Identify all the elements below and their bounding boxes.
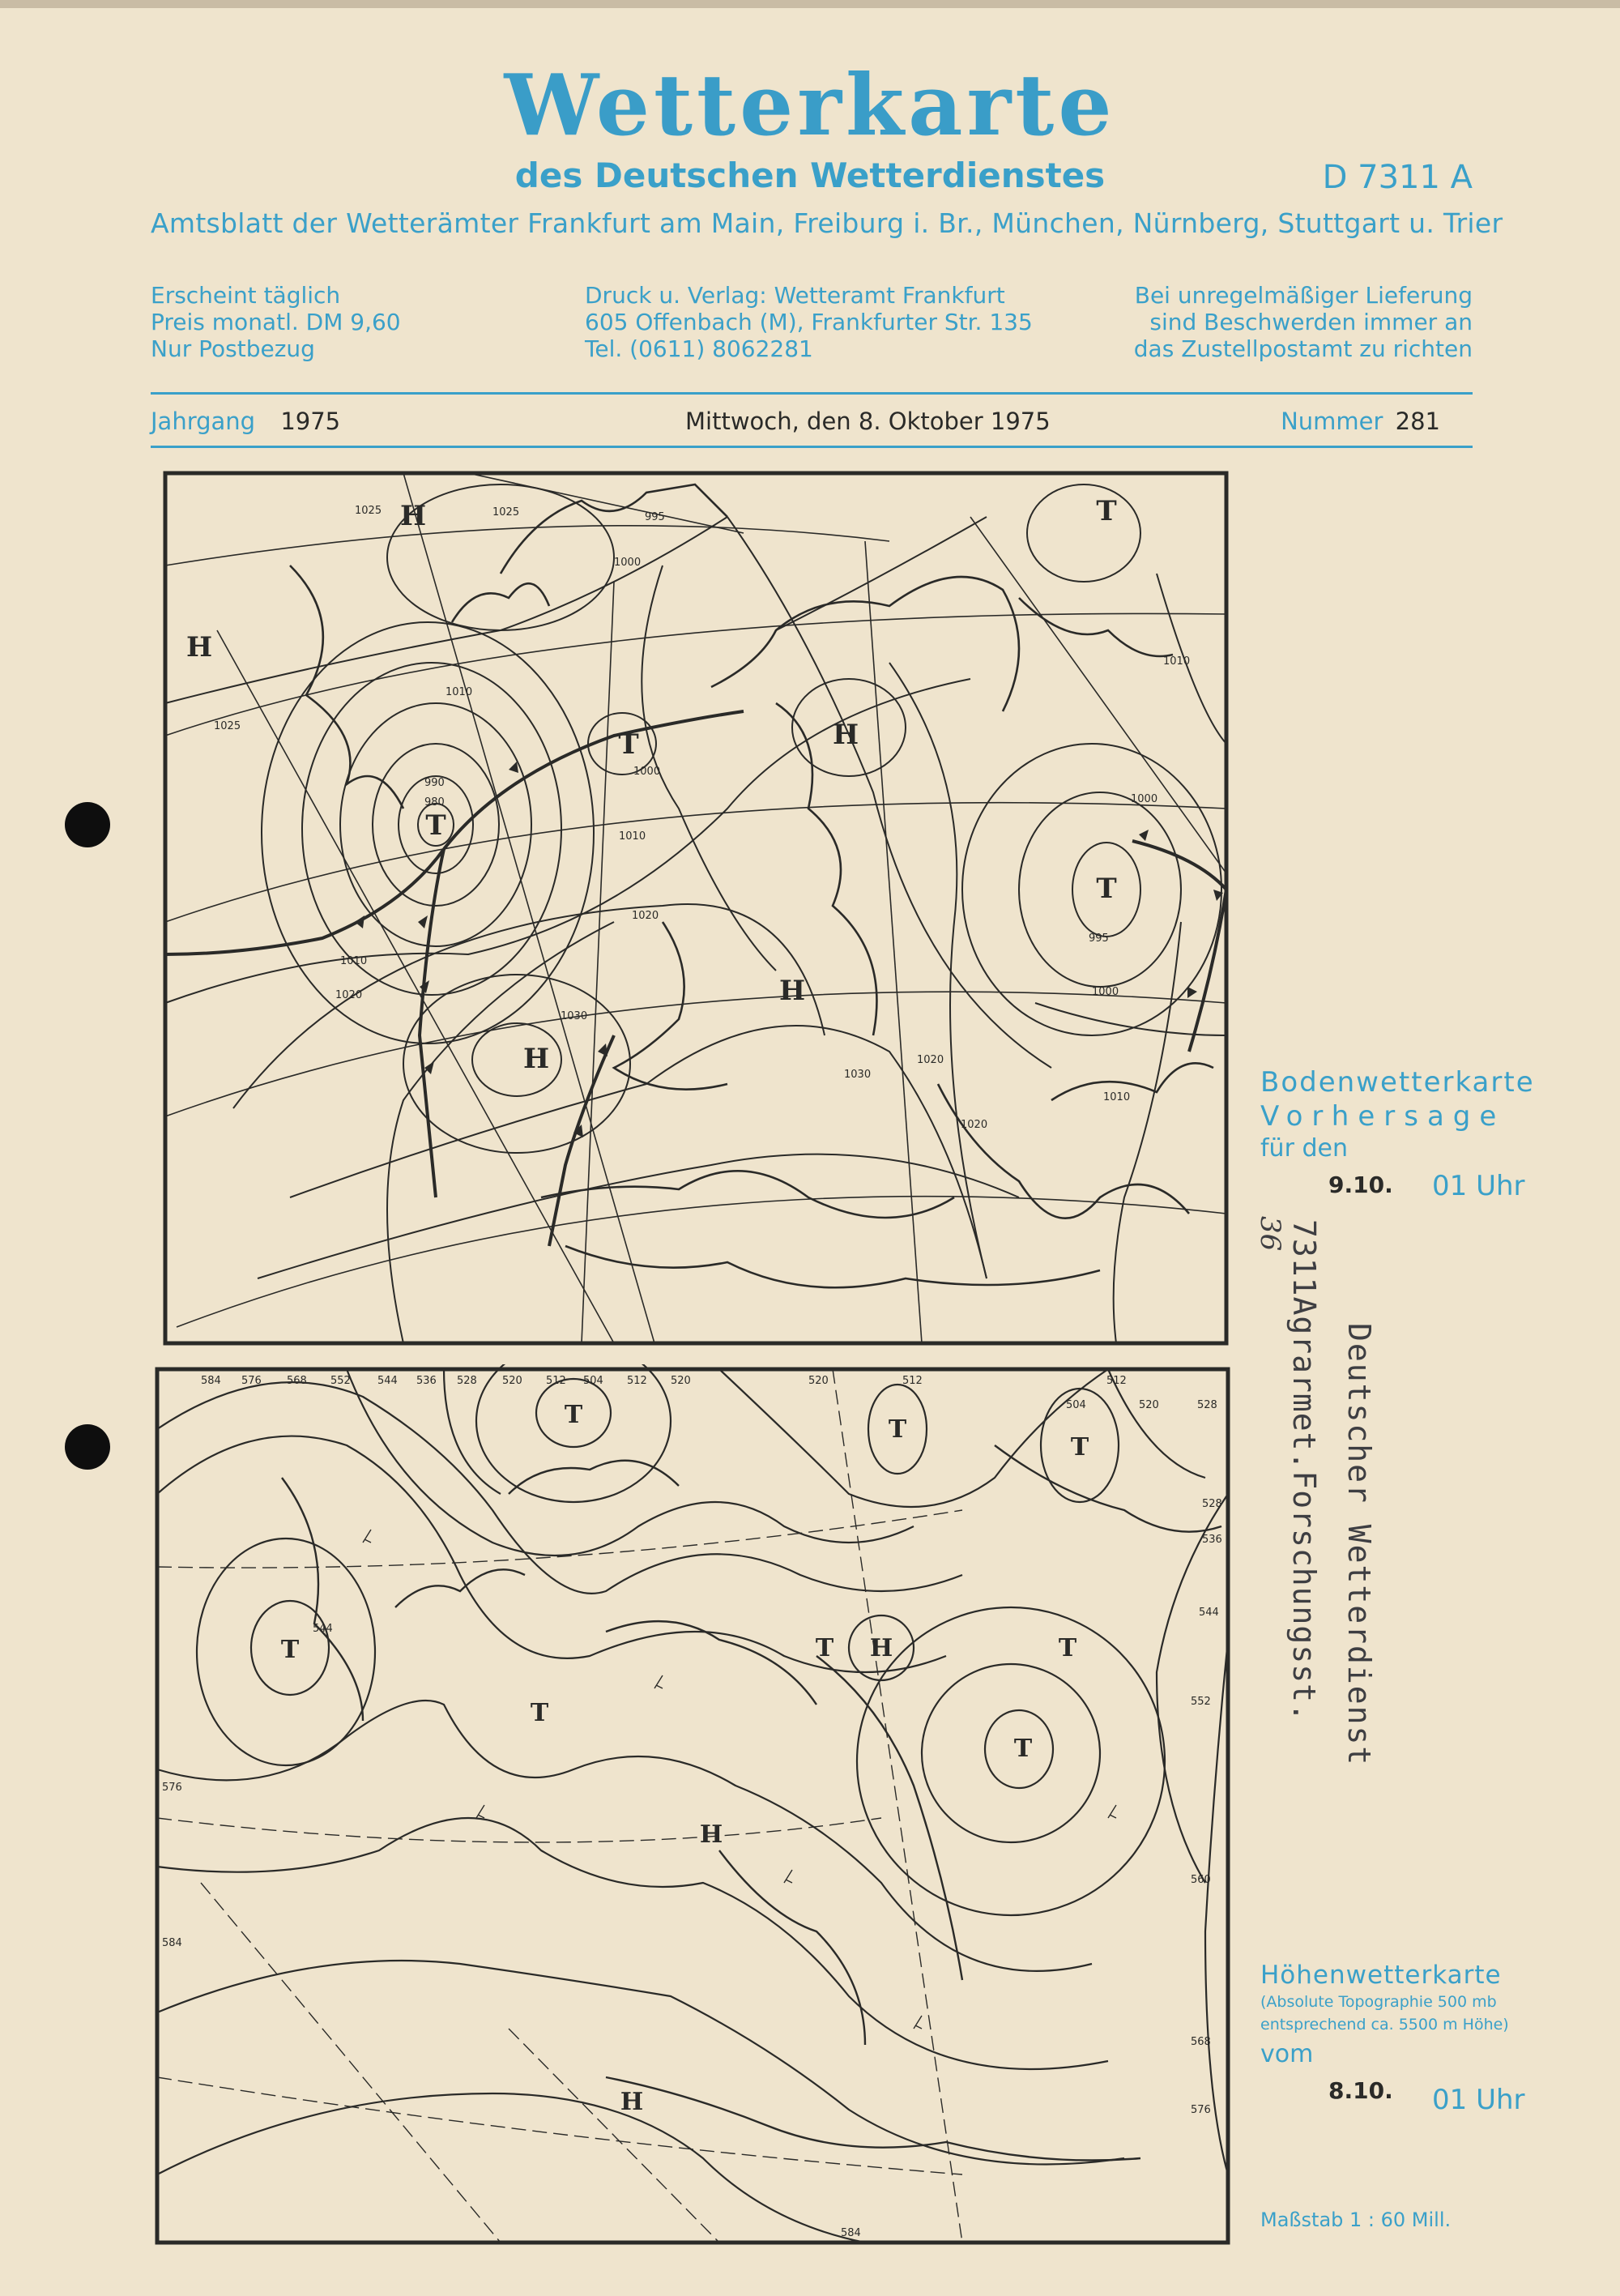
punch-hole [65,802,110,847]
wind-barbs [363,1530,1116,2029]
contour-label: 576 [1191,2104,1211,2116]
contour-label: 560 [1191,1874,1211,1886]
stamp-handwritten-number: 36 [1254,1216,1286,1252]
isobar-label: 1000 [633,766,661,778]
isobar-label: 1000 [614,557,642,569]
pressure-center-label: H [832,719,859,751]
nummer-label: Nummer [1281,408,1383,435]
contour-label: 584 [201,1375,221,1387]
isobars [165,484,1226,1343]
info-line: 605 Offenbach (M), Frankfurter Str. 135 [585,309,1033,335]
upper-map-subtitle-1: (Absolute Topographie 500 mb [1260,1993,1497,2011]
stamp-line-2: 7311Agrarmet.Forschungsst. [1286,1219,1322,1722]
upper-map-title: Höhenwetterkarte [1260,1961,1502,1990]
nummer [1281,408,1440,435]
info-line: Druck u. Verlag: Wetteramt Frankfurt [585,282,1005,309]
surface-map-forecast: Vorhersage [1260,1100,1506,1133]
contour-label: 576 [162,1782,182,1794]
upper-map-from-label: vom [1260,2040,1314,2068]
pressure-center-label: H [399,500,427,532]
surface-map-title: Bodenwetterkarte [1260,1066,1535,1099]
pressure-center-label: H [778,975,806,1007]
graticule [157,1369,962,2243]
map-frame [165,473,1226,1343]
pressure-center-label: H [185,631,213,664]
surface-map-time: 01 Uhr [1432,1170,1525,1202]
contour-label: 568 [287,1375,307,1387]
height-center-label: T [564,1401,583,1429]
contour-label: 584 [841,2227,861,2239]
height-center-label: H [699,1820,723,1849]
contour-label: 536 [1202,1534,1222,1546]
contour-label: 504 [1066,1399,1086,1411]
issue-date: Mittwoch, den 8. Oktober 1975 [685,408,1051,435]
info-line: Preis monatl. DM 9,60 [151,309,401,335]
contour-label: 544 [313,1623,333,1635]
surface-map-date: 9.10. [1328,1171,1393,1198]
isobar-label: 1000 [1131,793,1158,805]
nummer-value: 281 [1395,408,1440,435]
pressure-center-label: H [522,1043,550,1075]
library-stamp [1254,1216,1393,1767]
info-line: Erscheint täglich [151,282,341,309]
isobar-label: 1030 [844,1069,872,1081]
isobar-label: 1020 [335,989,363,1001]
masthead-subtitle: des Deutschen Wetterdienstes [514,156,1106,195]
isobar-label: 980 [424,796,445,809]
surface-weather-map [160,468,1231,1348]
isobar-label: 1025 [492,506,520,519]
header-rule-bottom [151,446,1473,448]
contour-label: 520 [1139,1399,1159,1411]
stamp-line-1: Deutscher Wetterdienst [1341,1323,1377,1767]
isobar-label: 1020 [917,1054,944,1066]
height-center-label: H [869,1634,893,1662]
upper-map-date: 8.10. [1328,2077,1393,2104]
pressure-center-label: T [1096,495,1117,527]
upper-map-time: 01 Uhr [1432,2084,1525,2116]
pressure-center-label: T [1096,873,1117,905]
contour-label: 536 [416,1375,437,1387]
isobar-label: 1010 [340,955,368,967]
contour-label: 528 [1197,1399,1217,1411]
jahrgang-value: 1975 [280,408,341,435]
contour-label: 512 [546,1375,566,1387]
jahrgang [151,408,340,435]
info-line: Tel. (0611) 8062281 [585,335,813,362]
height-contours [157,1364,1228,2243]
height-center-label: T [1058,1634,1077,1662]
height-center-label: H [620,2088,644,2116]
isobar-label: 1025 [214,720,241,732]
upper-air-map [152,1364,1233,2247]
isobar-label: 1030 [561,1010,588,1022]
contour-label: 512 [627,1375,647,1387]
publication-info [151,282,401,362]
isobar-label: 995 [645,511,665,523]
coastlines [282,1445,1221,2161]
info-line: das Zustellpostamt zu richten [1133,335,1473,362]
height-center-label: T [530,1699,549,1727]
info-line: Nur Postbezug [151,335,315,362]
contour-label: 544 [377,1375,398,1387]
contour-label: 512 [1106,1375,1127,1387]
surface-map-for-date-label: für den [1260,1134,1348,1163]
graticule [165,473,1226,1343]
isobar-label: 995 [1089,932,1109,945]
pressure-center-label: T [618,728,639,761]
height-center-label: T [280,1636,300,1664]
contour-label: 504 [583,1375,603,1387]
jahrgang-label: Jahrgang [151,408,256,435]
contour-label: 520 [502,1375,522,1387]
contour-label: 576 [241,1375,262,1387]
height-center-label: T [1070,1433,1089,1462]
doc-number: D 7311 A [1322,159,1473,196]
isobar-label: 1025 [355,505,382,517]
contour-label: 544 [1199,1607,1219,1619]
isobar-label: 1010 [1163,655,1191,668]
coastlines [290,484,1213,1287]
isobar-label: 1020 [632,910,659,922]
map-scale: Maßstab 1 : 60 Mill. [1260,2209,1452,2231]
contour-label: 568 [1191,2036,1211,2048]
info-line: sind Beschwerden immer an [1149,309,1473,335]
info-line: Bei unregelmäßiger Lieferung [1134,282,1473,309]
pressure-center-label: T [425,809,446,842]
contour-label: 552 [1191,1696,1211,1708]
contour-label: 520 [808,1375,829,1387]
amtsblatt-line: Amtsblatt der Wetterämter Frankfurt am Main, Freiburg i. Br., München, Nürnberg, Stuttgart u. Trier [151,207,1503,239]
height-center-label: T [1013,1735,1033,1763]
upper-map-subtitle-2: entsprechend ca. 5500 m Höhe) [1260,2016,1509,2034]
contour-label: 528 [457,1375,477,1387]
contour-label: 584 [162,1937,182,1949]
contour-label: 520 [671,1375,691,1387]
contour-label: 528 [1202,1498,1222,1510]
header-rule-top [151,392,1473,395]
contour-label: 552 [330,1375,351,1387]
masthead-title: Wetterkarte [504,55,1116,155]
isobar-label: 1020 [961,1119,988,1131]
paper-edge [0,0,1620,8]
isobar-label: 1010 [619,830,646,843]
contour-label: 512 [902,1375,923,1387]
delivery-notice [1134,282,1473,362]
height-center-label: T [815,1634,834,1662]
punch-hole [65,1424,110,1470]
isobar-label: 990 [424,777,445,789]
isobar-label: 1000 [1092,986,1119,998]
height-center-label: T [888,1415,907,1444]
publisher-info [585,282,1033,362]
isobar-label: 1010 [446,686,473,698]
isobar-label: 1010 [1103,1091,1131,1103]
